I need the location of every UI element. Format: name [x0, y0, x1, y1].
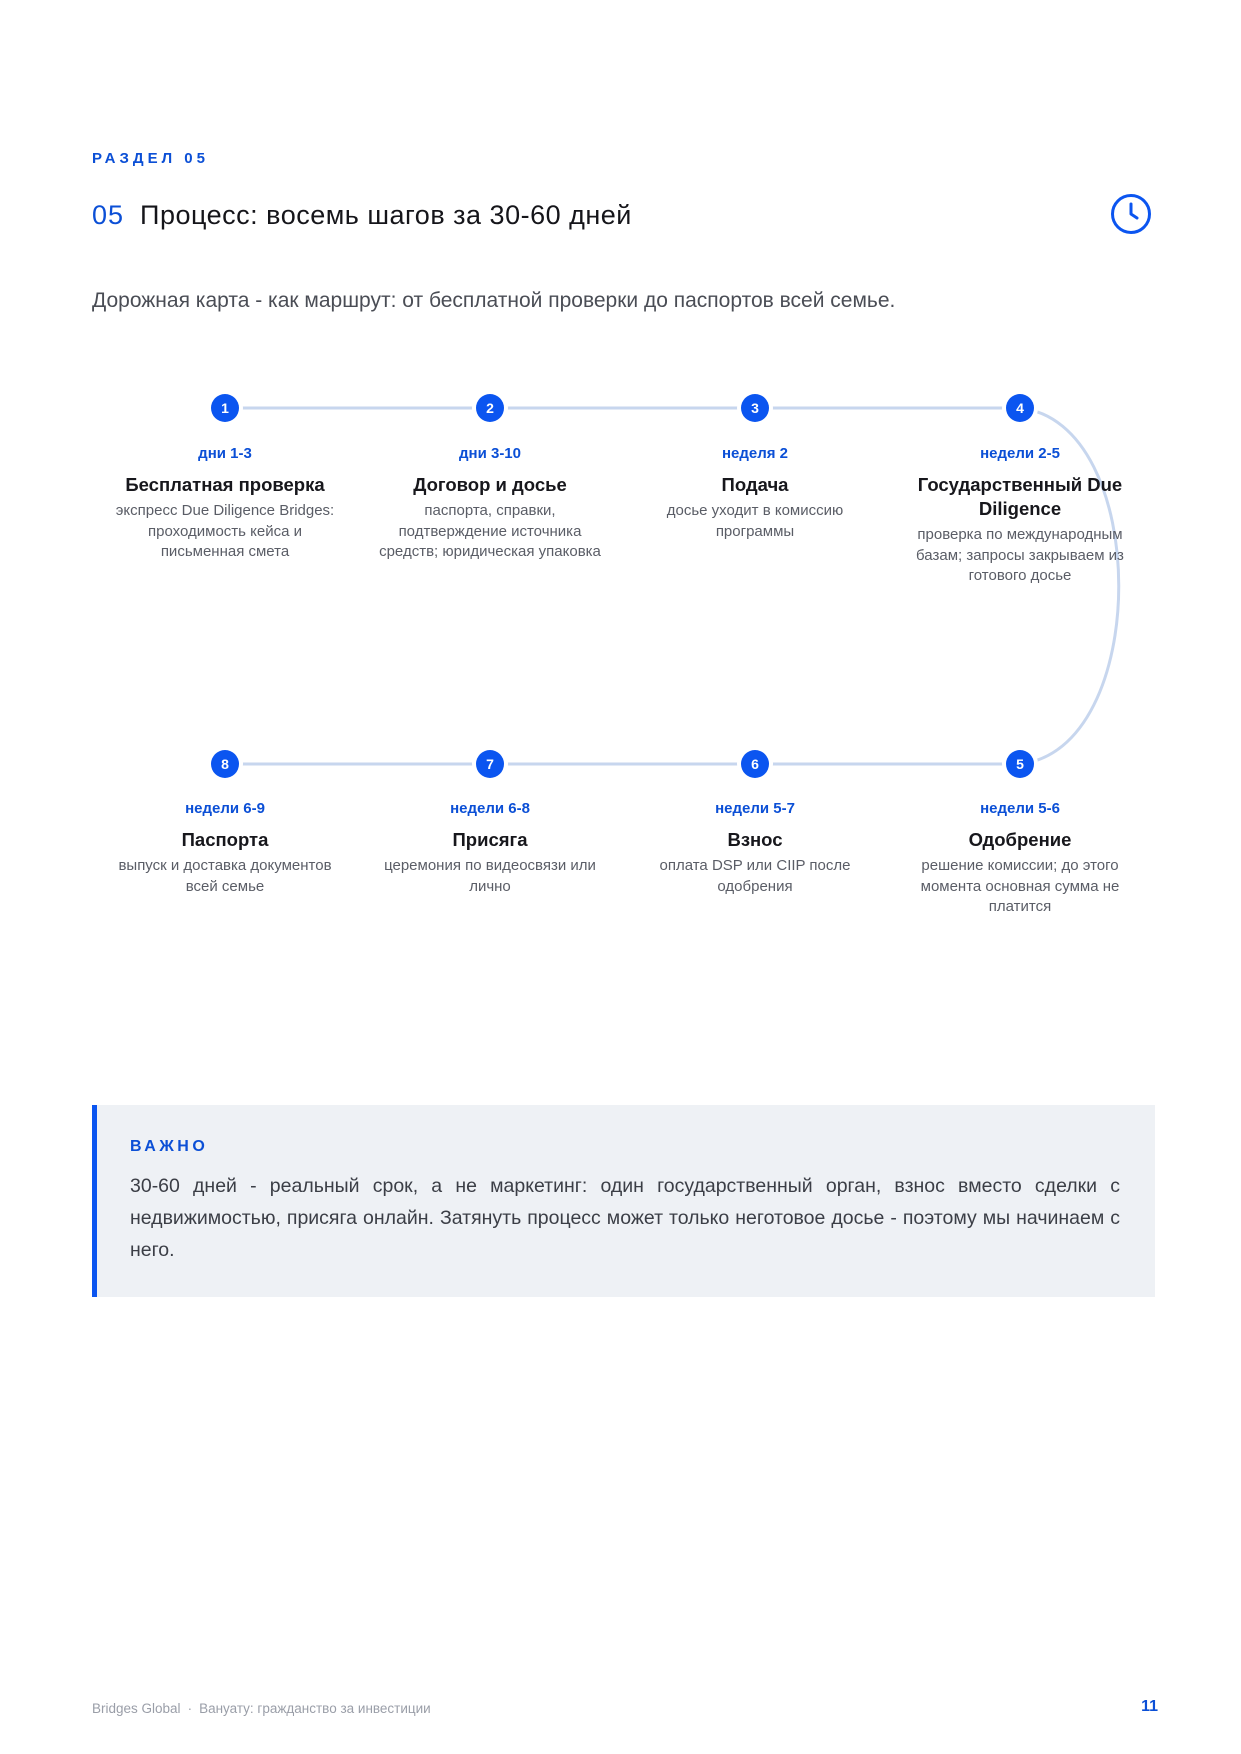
section-label: РАЗДЕЛ 05 [92, 150, 209, 167]
step-period: недели 6-9 [185, 800, 265, 817]
step-3-marker: 3 [741, 394, 769, 422]
step-title: Одобрение [968, 829, 1072, 850]
step-description: выпуск и доставка документов всей семье [118, 857, 332, 895]
step-period: недели 5-7 [715, 800, 795, 817]
step-period: недели 2-5 [980, 445, 1060, 462]
step-4-marker: 4 [1006, 394, 1034, 422]
page-subtitle: Дорожная карта - как маршрут: от бесплатной проверки до паспортов всей семье. [92, 289, 896, 312]
step-title: Паспорта [181, 829, 269, 850]
step-description: досье уходит в комиссию программы [666, 502, 844, 540]
page-title [92, 200, 632, 231]
step-description: экспресс Due Diligence Bridges: проходимость кейса и письменная смета [115, 502, 335, 560]
step-2 [375, 445, 605, 563]
step-description: церемония по видеосвязи или лично [384, 857, 596, 895]
page-number: 11 [1141, 1698, 1158, 1715]
step-title: Государственный Due Diligence [917, 474, 1123, 519]
step-period: недели 5-6 [980, 800, 1060, 817]
footer-document-title: Вануату: гражданство за инвестиции [199, 1701, 431, 1716]
step-4 [905, 445, 1135, 587]
step-description: оплата DSP или CIIP после одобрения [659, 857, 851, 895]
step-1 [110, 445, 340, 563]
step-title: Договор и досье [413, 474, 567, 495]
footer-brand: Bridges Global [92, 1701, 181, 1716]
step-period: дни 3-10 [459, 445, 521, 462]
step-5-marker: 5 [1006, 750, 1034, 778]
step-description: решение комиссии; до этого момента основная сумма не платится [920, 857, 1120, 915]
note-label: ВАЖНО [130, 1138, 209, 1155]
step-8-marker: 8 [211, 750, 239, 778]
step-period: недели 6-8 [450, 800, 530, 817]
note-text: 30-60 дней - реальный срок, а не маркетинг: один государственный орган, взнос вместо сделки с недвижимостью, присяга онлайн. Затянуть процесс может только неготовое досье - поэтому мы начинаем с него. [130, 1175, 1120, 1261]
section-number: 05 [92, 200, 125, 230]
step-period: дни 1-3 [198, 445, 252, 462]
step-description: проверка по международным базам; запросы закрываем из готового досье [916, 526, 1124, 584]
step-1-marker: 1 [211, 394, 239, 422]
step-6-marker: 6 [741, 750, 769, 778]
step-5 [905, 800, 1135, 918]
footer [92, 1701, 431, 1716]
step-7 [375, 800, 605, 897]
step-period: неделя 2 [721, 445, 789, 462]
important-note [92, 1105, 1155, 1297]
step-8 [110, 800, 340, 897]
step-2-marker: 2 [476, 394, 504, 422]
footer-separator: · [187, 1701, 193, 1716]
step-7-marker: 7 [476, 750, 504, 778]
step-title: Взнос [727, 829, 783, 850]
step-title: Бесплатная проверка [125, 474, 325, 495]
clock-icon [1110, 193, 1152, 235]
title-text: Процесс: восемь шагов за 30-60 дней [140, 200, 632, 230]
step-title: Подача [721, 474, 789, 495]
step-description: паспорта, справки, подтверждение источника средств; юридическая упаковка [379, 502, 601, 560]
step-3 [640, 445, 870, 542]
step-title: Присяга [452, 829, 528, 850]
step-6 [640, 800, 870, 897]
